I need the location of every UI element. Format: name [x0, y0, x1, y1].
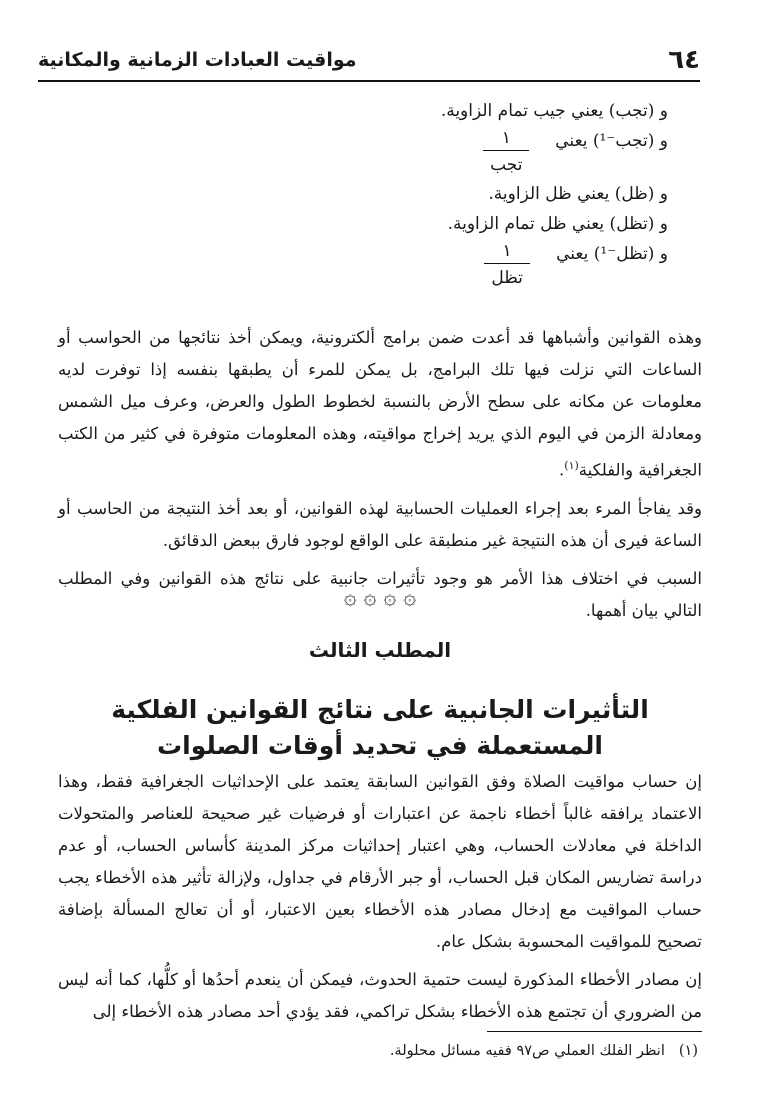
footnote-number: (١)	[678, 1043, 698, 1059]
fraction-sec	[481, 126, 531, 179]
paragraph: إن حساب مواقيت الصلاة وفق القوانين السابقة يعتمد على الإحداثيات الجغرافية فقط، وهذا الاعتماد يرافقه غالباً أخطاء ناجمة عن اعتبارات أو فرضيات غير صحيحة للعناصر والمتحولات الداخلة في معادلات الحساب، وهي اعتبار إحداثيات مركز المدينة كأساس الحساب، أو عدم دراسة تضاريس المكان قبل الحساب، أو جبر الأرقام في جداول، ولإزالة تأثير هذه الأخطاء يجب حساب المواقيت مع إدخال مصادر هذه الأخطاء بعين الاعتبار، أو أن تعالج المسألة بإضافة تصحيح للمواقيت المحسوبة بشكل عام.	[58, 772, 702, 951]
paragraph-end: .	[559, 460, 565, 480]
paragraph: إن مصادر الأخطاء المذكورة ليست حتمية الحدوث، فيمكن أن ينعدم أحدُها أو كلُّها، كما أنه ليس من الضروري أن تجتمع هذه الأخطاء بشكل تراكمي، فقد يؤدي أحد مصادر هذه الأخطاء إلى	[58, 970, 702, 1021]
section-label: المطلب الثالث	[308, 638, 452, 662]
section-title: التأثيرات الجانبية على نتائج القوانين الفلكية المستعملة في تحديد أوقات الصلوات	[111, 695, 649, 760]
definitions-list	[68, 96, 668, 292]
ornament-divider: ۞ ۞ ۞ ۞	[343, 585, 417, 610]
lower-text	[58, 766, 702, 1028]
definition-sec	[68, 126, 668, 179]
definition-sec-label: و (تجب⁻¹) يعني	[555, 131, 668, 151]
definition-cos: و (تجب) يعني جيب تمام الزاوية.	[440, 101, 668, 121]
running-title: مواقيت العبادات الزمانية والمكانية	[38, 49, 357, 71]
fraction-denominator: تظل	[491, 268, 523, 288]
definition-inverse-cot-label: و (تظل⁻¹) يعني	[556, 244, 668, 264]
paragraph	[58, 322, 702, 487]
fraction-denominator: تجب	[490, 155, 523, 175]
paragraph: وقد يفاجأ المرء بعد إجراء العمليات الحسابية لهذه القوانين، أو بعد أخذ النتيجة من الحاسب أو الساعة فيرى أن هذه النتيجة غير منطبقة على الواقع لوجود فارق ببعض الدقائق.	[58, 498, 702, 550]
paragraph: السبب في اختلاف هذا الأمر هو وجود تأثيرات جانبية على نتائج هذه القوانين وفي المطلب التالي بيان أهمها.	[58, 568, 702, 620]
upper-text	[58, 322, 702, 627]
fraction-inverse-cot	[482, 239, 532, 292]
footnote-rule	[487, 1031, 702, 1032]
footnote-ref: (١)	[564, 459, 579, 472]
definition-inverse-cot	[68, 239, 668, 292]
definition-cot: و (تظل) يعني ظل تمام الزاوية.	[447, 214, 668, 234]
page-number: ٦٤	[668, 45, 700, 75]
paragraph-text: وهذه القوانين وأشباهها قد أعدت ضمن برامج ألكترونية، ويمكن أخذ نتائجها من الحواسب أو الساعات التي نزلت فيها تلك البرامج، بل يمكن للمرء أن يطبقها بنفسه إذا توفرت لديه معلومات عن مكانه على سطح الأرض بالنسبة لخطوط الطول والعرض، وعرف ميل الشمس ومعادلة الزمن في اليوم الذي يريد إخراج مواقيته، وهذه المعلومات متوفرة في كثير من الكتب الجغرافية والفلكية	[58, 328, 702, 480]
definition-tan: و (ظل) يعني ظل الزاوية.	[488, 184, 668, 204]
page-header	[38, 40, 700, 82]
footnote	[58, 1040, 698, 1062]
fraction-numerator: ١	[501, 128, 511, 148]
footnote-text: انظر الفلك العملي ص٩٧ ففيه مسائل محلولة.	[389, 1043, 665, 1059]
fraction-numerator: ١	[502, 241, 512, 261]
